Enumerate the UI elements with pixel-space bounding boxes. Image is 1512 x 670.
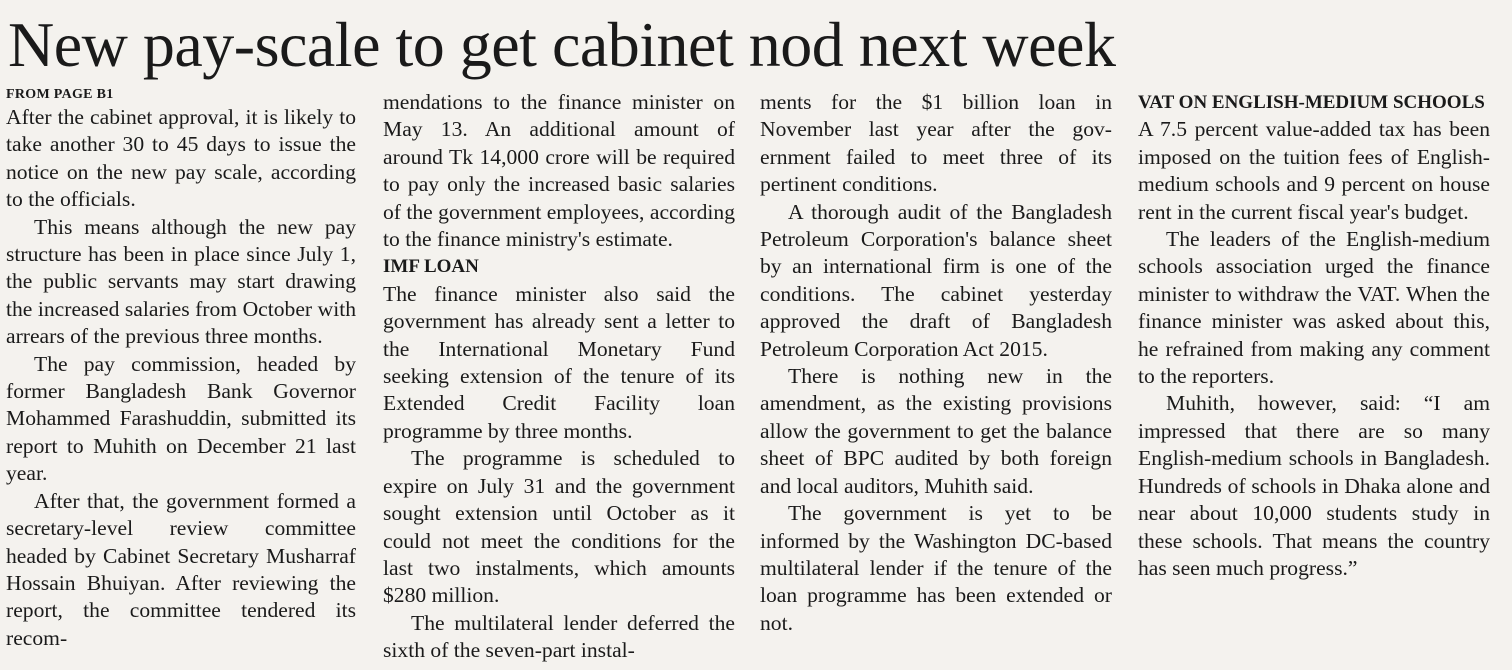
article-column-4 [1138,89,1490,670]
subhead-vat: VAT ON ENGLISH-MEDIUM SCHOOLS [1138,92,1485,113]
paragraph: The pay commission, headed by former Bangladesh Bank Governor Mohammed Farashuddin, submitted its report to Muhith on December 21 last year. [6,351,356,486]
paragraph: The government is yet to be informed by the Washington DC-based multilateral lender if the tenure of the loan programme has been extended or not. [760,501,1112,635]
headline: New pay-scale to get cabinet nod next week [8,9,1116,80]
paragraph: A 7.5 percent value-added tax has been imposed on the tuition fees of English-medium schools and 9 percent on house rent in the current fiscal year's budget. [1138,117,1490,224]
paragraph: After that, the government formed a secretary-level review committee headed by Cabinet Secretary Musharraf Hossain Bhuiyan. After reviewing the report, the committee tendered its recom- [6,488,356,650]
paragraph: The finance minister also said the government has already sent a letter to the International Monetary Fund seeking extension of the tenure of its Extended Credit Facility loan programme by three months. [383,281,735,443]
subhead-imf-loan: IMF LOAN [383,256,479,278]
paragraph: ments for the $1 billion loan in November last year after the government failed to meet three of its pertinent conditions. [760,90,1112,197]
paragraph: After the cabinet approval, it is likely to take another 30 to 45 days to issue the notice on the new pay scale, according to the officials. [6,105,356,212]
paragraph: mendations to the finance minister on May 13. An additional amount of around Tk 14,000 crore will be required to pay only the increased basic salaries of the government employees, according to the finance ministry's estimate. [383,90,735,252]
paragraph: The leaders of the English-medium schools association urged the finance minister to withdraw the VAT. When the finance minister was asked about this, he refrained from making any comment to the reporters. [1138,227,1490,389]
paragraph: The programme is scheduled to expire on July 31 and the government sought extension until October as it could not meet the conditions for the last two instalments, which amounts $280 million. [383,446,735,608]
paragraph: Muhith, however, said: “I am impressed that there are so many English-medium schools in Bangladesh. Hundreds of schools in Dhaka alone and near about 10,000 students study in these schools. That means the country has seen much progress.” [1138,391,1490,580]
paragraph: This means although the new pay structure has been in place since July 1, the public servants may start drawing the increased salaries from October with arrears of the previous three months. [6,214,356,349]
from-page-kicker: FROM PAGE B1 [6,87,114,102]
article-column-1 [6,86,356,670]
article-column-2 [383,89,735,670]
paragraph: The multilateral lender deferred the sixth of the seven-part instal- [383,610,735,663]
paragraph: There is nothing new in the amendment, as the existing provisions allow the government to get the balance sheet of BPC audited by both foreign and local auditors, Muhith said. [760,364,1112,498]
paragraph: A thorough audit of the Bangladesh Petroleum Corporation's balance sheet by an international firm is one of the conditions. The cabinet yesterday approved the draft of Bangladesh Petroleum Corporation Act 2015. [760,199,1112,361]
article-column-3 [760,89,1112,670]
